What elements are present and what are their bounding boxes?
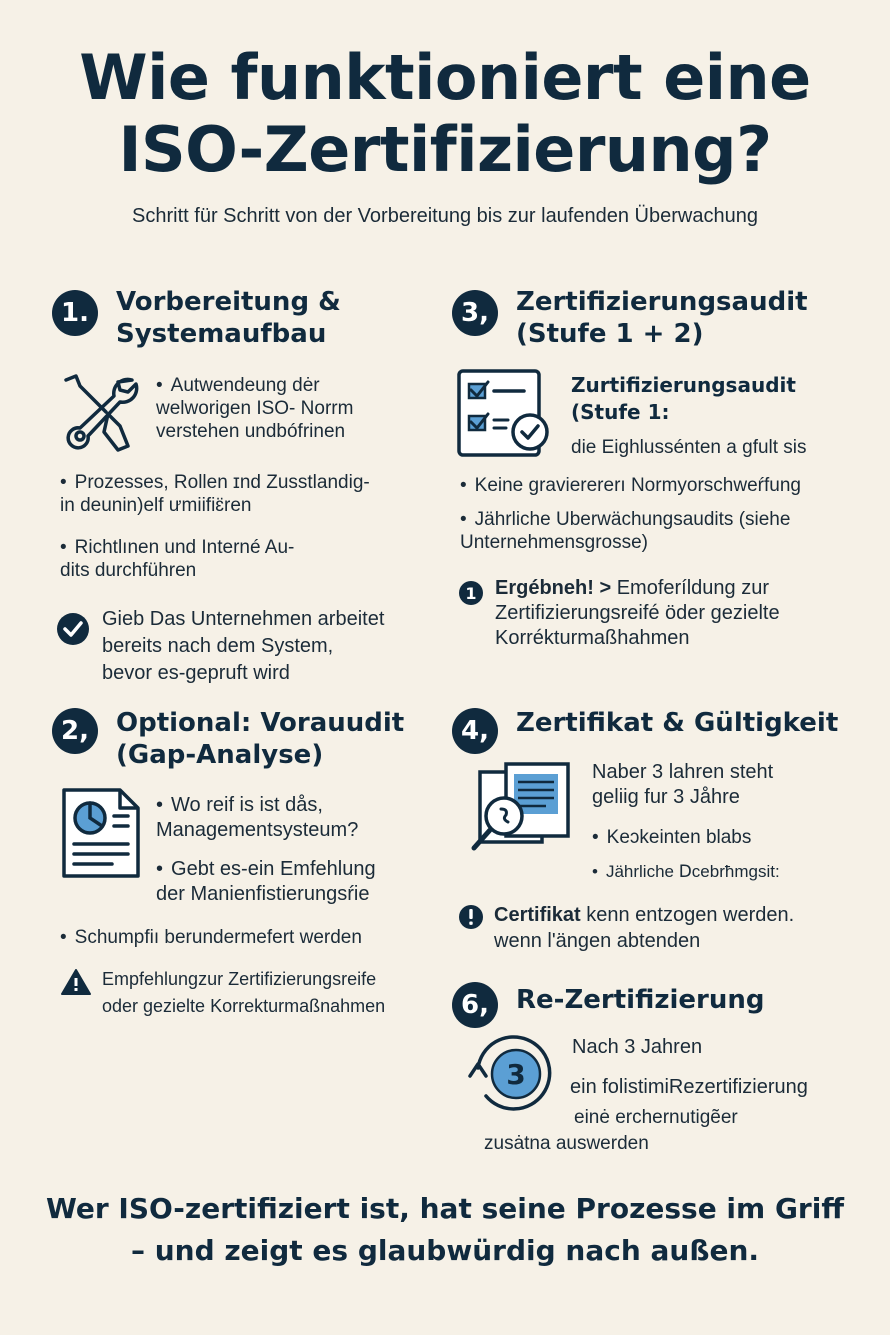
- checklist-icon: [456, 368, 556, 458]
- cycle-icon-number: 3: [506, 1058, 526, 1091]
- step-3-title-line-1: Zertifizierungsaudit: [516, 287, 808, 317]
- step-1-note: Gieb Das Unternehmen arbeitet bereits nach dem System, bevor es-gepruft wird: [102, 608, 385, 684]
- step-3-result-label: Ergébneh! >: [495, 577, 612, 599]
- step-2-bullet-1: • Wo reif is ist dås, Managementsysteum?: [156, 793, 358, 843]
- step-2-bullet-3: • Schumpfiı berundermefert werden: [60, 926, 362, 949]
- step-1-title-line-2: Systemaufbau: [116, 319, 327, 349]
- step-3-bullet-1: • Keine gravierererı Normyorschweŕfung: [460, 474, 801, 497]
- step-4-alert: [494, 902, 794, 954]
- subtitle: Schritt für Schritt von der Vorbereitung bis zur laufenden Überwachung: [132, 205, 758, 227]
- step-4-bullet-1: • Keɔkeinten blabs: [592, 826, 751, 849]
- step-2-number: 2,: [52, 708, 98, 754]
- check-circle-icon: [56, 612, 90, 646]
- step-1-title: [116, 286, 341, 350]
- svg-text:1: 1: [465, 584, 477, 603]
- step-4-alert-label: Certifikat: [494, 904, 581, 926]
- step-4-title: Zertifikat & Gültigkeit: [516, 708, 839, 738]
- step-1-bullet-1: • Autwendeung dėr welworigen ISO- Norrm verstehen undbófrinen: [156, 374, 353, 443]
- step-2-title: [116, 707, 404, 771]
- step-4-bullet-2: • Jährliche Ⅾcebrħmgsit:: [592, 860, 780, 883]
- step-2-bullet-2: • Gebt es-ein Emfehlung der Manienfistierungsŕie: [156, 857, 376, 907]
- info-circle-icon: [458, 580, 484, 606]
- exclamation-circle-icon: [458, 904, 484, 930]
- step-1-number: 1.: [52, 290, 98, 336]
- certificate-search-icon: [468, 762, 572, 858]
- step-6-text-2: ein folistimiRezertifizierung: [570, 1076, 808, 1098]
- step-3-subtitle: [571, 372, 796, 426]
- step-3-number: 3,: [452, 290, 498, 336]
- footer-line-2: – und zeigt es glaubwürdig nach außen.: [130, 1234, 760, 1267]
- step-6-title: Re-Zertifizierung: [516, 985, 765, 1015]
- step-3-result-text: Emoferíldung zur Zertifizierungsreifé öder gezielte Korrékturmaßhahmen: [495, 577, 780, 649]
- wrench-screwdriver-icon: [58, 370, 144, 456]
- title-line-1: Wie funktioniert eine: [79, 41, 811, 114]
- step-3-subtitle-line-2: (Stufe 1:: [571, 400, 670, 424]
- title-line-2: ISO-Zertifizierung?: [118, 113, 772, 186]
- footer-statement: [0, 1188, 890, 1272]
- step-1-bullet-3: • Richtlınen und Interné Au- dits durchführen: [60, 536, 294, 582]
- step-2-title-line-2: (Gap-Analyse): [116, 740, 324, 770]
- step-6-text-4: zusȧtna auswerden: [484, 1133, 649, 1154]
- step-4-text: Naber 3 lahren steht geliig fur 3 Jåhre: [592, 761, 774, 808]
- step-1-title-line-1: Vorbereitung &: [116, 287, 341, 317]
- step-2-note: Empfehlungzur Zertifizierungsreife oder gezielte Korrekturmaßnahmen: [102, 969, 386, 1016]
- step-1-bullet-2: • Prozesses, Rollen ɪnd Zusstlandig- in deunin)elf ưmiifiɛ̈ren: [60, 471, 370, 517]
- step-6-number: 6,: [452, 982, 498, 1028]
- step-4-number: 4,: [452, 708, 498, 754]
- step-3-subtitle-line-1: Zurtifizierungsaudit: [571, 373, 796, 397]
- step-3-subtext: die Eighlussénten a gfult sis: [571, 437, 807, 458]
- footer-line-1: Wer ISO-zertifiziert ist, hat seine Prozesse im Griff: [45, 1192, 845, 1225]
- step-3-title-line-2: (Stufe 1 + 2): [516, 319, 704, 349]
- document-chart-icon: [60, 786, 144, 880]
- step-6-text-1: Nach 3 Jahren: [572, 1036, 703, 1058]
- cycle-arrow-icon: [464, 1034, 560, 1116]
- step-3-bullet-2: • Jährliche Uberwächungsaudits (siehe Unternehmensgrosse): [460, 508, 790, 554]
- step-2-title-line-1: Optional: Vorauudit: [116, 708, 405, 738]
- step-3-title: [516, 286, 808, 350]
- step-4-alert-text: kenn entzogen werden. wenn l'ängen abtenden: [494, 904, 795, 952]
- step-3-result: [495, 576, 780, 651]
- warning-triangle-icon: [60, 968, 92, 996]
- page-title: [0, 42, 890, 186]
- step-6-text-3: einė erchernutigẽer: [574, 1107, 738, 1128]
